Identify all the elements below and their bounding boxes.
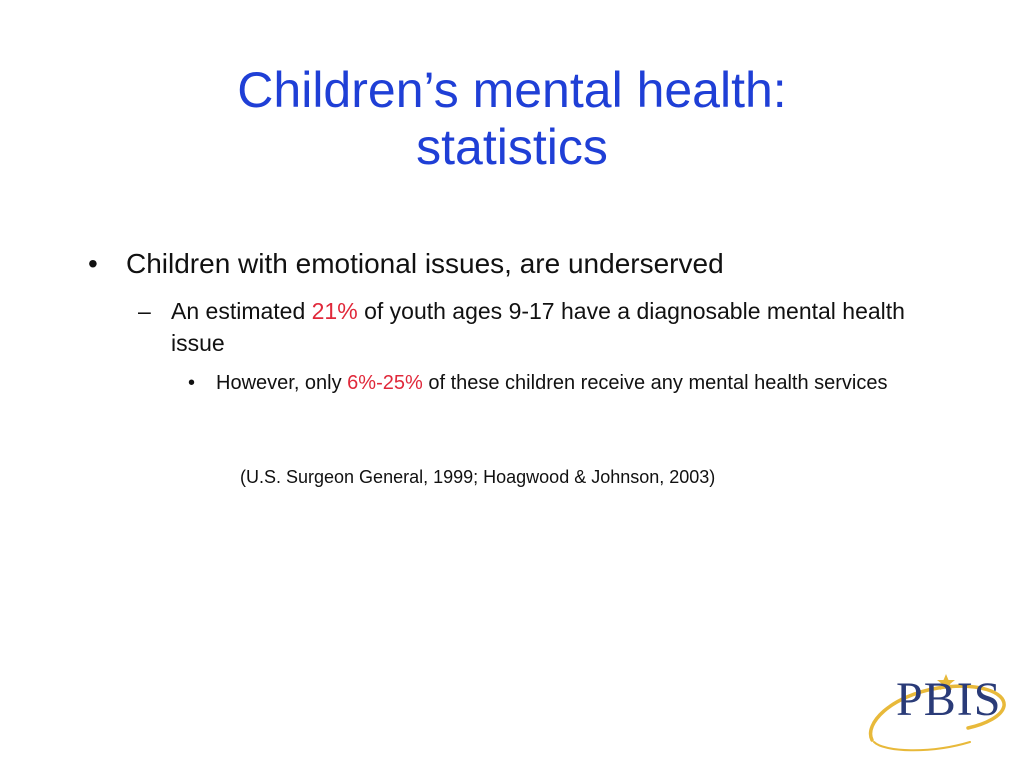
slide-title-line-2: statistics — [416, 119, 608, 175]
slide-title-line-1: Children’s mental health: — [237, 62, 787, 118]
citation: (U.S. Surgeon General, 1999; Hoagwood & Johnson, 2003) — [240, 467, 716, 487]
bullet-marker: • — [188, 372, 196, 394]
dash-marker: – — [138, 298, 151, 324]
text-before: However, only — [216, 372, 348, 394]
highlighted-statistic: 21% — [311, 298, 358, 324]
bullet-text: Children with emotional issues, are underserved — [126, 248, 724, 279]
highlighted-statistic: 6%-25% — [347, 372, 423, 394]
bullet-text — [216, 368, 916, 398]
text-after: of these children receive any mental health services — [422, 372, 888, 394]
slide-title — [0, 62, 1024, 176]
bullet-text — [171, 295, 926, 359]
bullet-marker: • — [88, 248, 98, 279]
pbis-logo — [860, 662, 1010, 757]
text-after: of youth ages 9-17 have a diagnosable mental health issue — [171, 298, 905, 356]
logo-text: PBIS — [896, 673, 1002, 726]
text-before: An estimated — [171, 298, 312, 324]
